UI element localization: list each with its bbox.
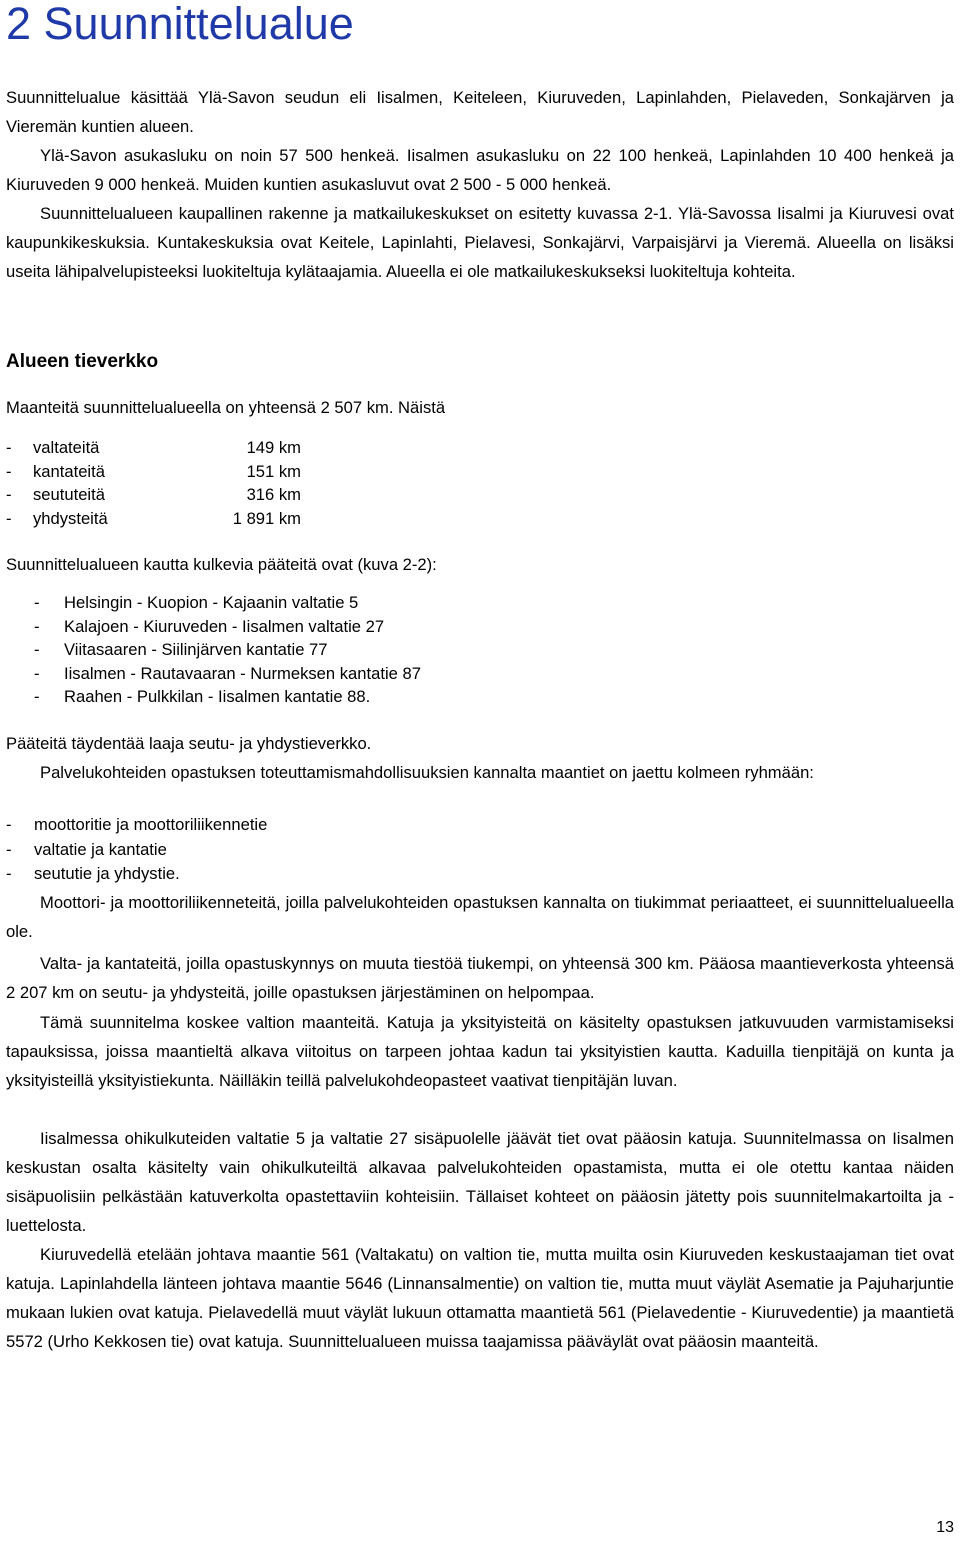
road-total-text: Maanteitä suunnittelualueella on yhteensä 2 507 km. Näistä (6, 398, 446, 417)
intro-paragraph-1: Suunnittelualue käsittää Ylä-Savon seudun eli Iisalmen, Keiteleen, Kiuruveden, Lapinlahden, Pielaveden, Sonkajärven ja Vieremän kuntien alueen. (6, 88, 954, 136)
list-dash: - (34, 616, 40, 636)
plan-scope-paragraph: Tämä suunnitelma koskee valtion maanteitä. Katuja ja yksityisteitä on käsitelty opastuksen jatkuvuuden varmistamiseksi tapauksissa, joissa maantieltä alkava viitoitus on tarpeen johtaa kadun tai yksityistien kautta. Kaduilla tienpitäjä on kunta ja yksityisteillä yksityistiekunta. Näilläkin teillä palvelukohdeopasteet vaativat tienpitäjän luvan. (6, 1013, 954, 1090)
list-dash: - (6, 839, 12, 859)
list-item (6, 436, 406, 460)
list-item (6, 483, 406, 507)
page-title: 2 Suunnittelualue (6, 0, 354, 49)
road-group-name: seututie ja yhdystie. (34, 864, 180, 883)
list-dash: - (34, 687, 40, 706)
main-road-name: Raahen - Pulkkilan - Iisalmen kantatie 88. (64, 687, 371, 706)
road-type-length: 1 891 km (232, 508, 301, 528)
grouping-text: Palvelukohteiden opastuksen toteuttamismahdollisuuksien kannalta maantiet on jaettu kolmeen ryhmään: (40, 763, 814, 782)
road-type-name: seututeitä (33, 485, 105, 504)
road-group-name: valtatie ja kantatie (34, 839, 167, 859)
road-type-length: 149 km (246, 438, 301, 457)
section-heading: Alueen tieverkko (6, 351, 159, 372)
intro-paragraph-3: Suunnittelualueen kaupallinen rakenne ja matkailukeskukset on esitetty kuvassa 2-1. Ylä-Savossa Iisalmi ja Kiuruvesi ovat kaupunkikeskuksia. Kuntakeskuksia ovat Keitele, Lapinlahti, Pielavesi, Sonkajärvi, Varpaisjärvi ja Vieremä. Alueella on lisäksi useita lähipalvelupisteeksi luokiteltuja kylätaajamia. Alueella ei ole matkailukeskukseksi luokiteltuja kohteita. (6, 204, 954, 281)
road-type-name: yhdysteitä (33, 508, 108, 528)
list-dash: - (34, 663, 40, 683)
list-dash: - (6, 815, 12, 834)
main-road-name: Kalajoen - Kiuruveden - Iisalmen valtatie 27 (64, 616, 385, 636)
main-road-name: Iisalmen - Rautavaaran - Nurmeksen kantatie 87 (64, 663, 421, 683)
road-type-length: 316 km (246, 485, 301, 504)
road-type-name: valtateitä (33, 438, 100, 457)
road-group-name: moottoritie ja moottoriliikennetie (34, 815, 268, 834)
kiuruvesi-paragraph: Kiuruvedellä etelään johtava maantie 561 (Valtakatu) on valtion tie, mutta muilta osin Kiuruveden keskustaajaman tiet ovat katuja. Lapinlahdella länteen johtava maantie 5646 (Linnansalmentie) on valtion tie, mutta muut väylät Asematie ja Pajuharjuntie mukaan lukien ovat katuja. Pielavedellä muut väylät lukuun ottamatta maantietä 561 (Pielavedentie - Kiuruvedentie) ja maantietä 5572 (Urho Kekkosen tie) ovat katuja. Suunnittelualueen muissa taajamissa pääväylät ovat pääosin maanteitä. (6, 1245, 954, 1351)
motorway-paragraph: Moottori- ja moottoriliikenneteitä, joilla palvelukohteiden opastuksen kannalta on tiukimmat periaatteet, ei suunnittelualueella ole. (6, 893, 954, 941)
list-dash: - (6, 864, 12, 883)
main-roads-paragraph: Valta- ja kantateitä, joilla opastuskynnys on muuta tiestöä tiukempi, on yhteensä 300 km. Pääosa maantieverkosta yhteensä 2 207 km on seutu- ja yhdysteitä, joille opastuksen järjestäminen on helpompaa. (6, 954, 954, 1002)
road-type-length: 151 km (246, 461, 301, 481)
list-dash: - (6, 461, 12, 481)
list-dash: - (6, 438, 12, 457)
list-dash: - (6, 485, 12, 504)
list-dash: - (6, 508, 12, 528)
page-number: 13 (936, 1519, 954, 1536)
list-dash: - (34, 640, 40, 659)
road-type-list (6, 436, 406, 530)
iisalmi-paragraph: Iisalmessa ohikulkuteiden valtatie 5 ja valtatie 27 sisäpuolelle jäävät tiet ovat pääosin katuja. Suunnitelmassa on Iisalmen keskustan osalta käsitelty vain ohikulkuteiltä alkavaa palvelukohteiden opastamista, mutta ei ole otettu kantaa näiden sisäpuolisiin pelkästään katuverkolta opastettaviin kohteisiin. Tällaiset kohteet on pääosin jätetty pois suunnitelmakartoilta ja -luettelosta. (6, 1129, 954, 1235)
road-type-name: kantateitä (33, 461, 105, 481)
list-item (6, 460, 406, 484)
main-road-name: Helsingin - Kuopion - Kajaanin valtatie 5 (64, 593, 359, 612)
list-dash: - (34, 593, 40, 612)
main-roads-intro: Suunnittelualueen kautta kulkevia pääteitä ovat (kuva 2-2): (6, 555, 437, 574)
list-item (6, 507, 406, 531)
complement-text: Pääteitä täydentää laaja seutu- ja yhdystieverkko. (6, 734, 372, 753)
main-road-name: Viitasaaren - Siilinjärven kantatie 77 (64, 640, 328, 659)
intro-paragraph-2: Ylä-Savon asukasluku on noin 57 500 henkeä. Iisalmen asukasluku on 22 100 henkeä, Lapinlahden 10 400 henkeä ja Kiuruveden 9 000 henkeä. Muiden kuntien asukasluvut ovat 2 500 - 5 000 henkeä. (6, 146, 954, 194)
